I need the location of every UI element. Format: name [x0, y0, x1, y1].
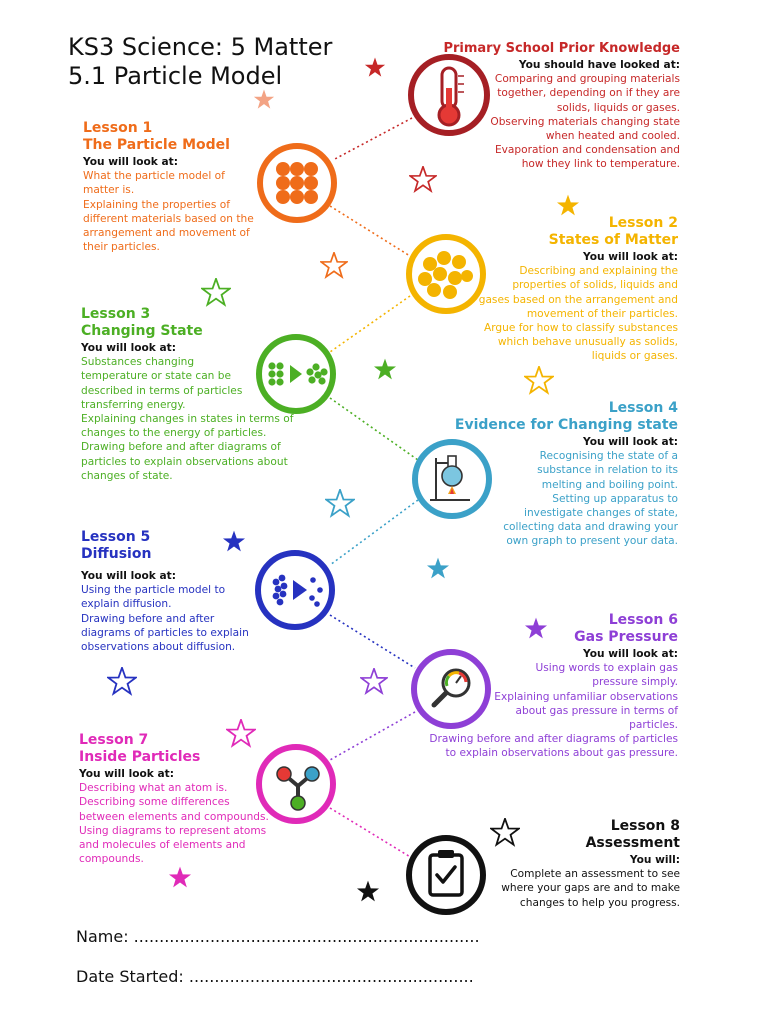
- lesson-item: Substances changing: [81, 356, 195, 369]
- star-icon: [108, 668, 136, 694]
- lesson-item: Drawing before and after diagrams of particles: [429, 733, 678, 746]
- lesson-item: changes of state.: [81, 469, 173, 482]
- connector-5-6: [330, 615, 415, 668]
- lesson-name: Inside Particles: [79, 749, 201, 765]
- star-icon: [361, 669, 387, 693]
- lesson-item: gases based on the arrangement and: [478, 293, 678, 306]
- lesson-item: to explain observations about gas pressure.: [445, 747, 678, 760]
- connector-1-2: [330, 206, 410, 256]
- lesson-item: explain diffusion.: [81, 598, 172, 611]
- lesson-item: arrangement and movement of: [83, 227, 250, 240]
- lesson-item: which behave unusually as solids,: [497, 336, 678, 349]
- lesson-number: Lesson 8: [610, 818, 680, 834]
- prior-item: Observing materials changing state: [490, 115, 680, 128]
- prior-item: Comparing and grouping materials: [494, 73, 680, 86]
- lesson-sub: You will:: [629, 854, 680, 866]
- lesson-item: Explaining the properties of: [83, 198, 230, 211]
- lesson-item: melting and boiling point.: [541, 478, 678, 491]
- lesson-item: Drawing before and after: [81, 612, 215, 625]
- lesson-name: Changing State: [81, 323, 203, 339]
- prior-heading: Primary School Prior Knowledge: [443, 41, 680, 56]
- lesson-item: matter is.: [83, 184, 135, 197]
- lesson-item: their particles.: [83, 241, 160, 254]
- connector-3-4: [330, 398, 418, 460]
- lesson-item: substance in relation to its: [537, 464, 678, 477]
- star-icon: [326, 490, 354, 516]
- lesson-4-block: [438, 400, 678, 549]
- prior-item: when heated and cooled.: [545, 130, 680, 143]
- diffusion-icon: [258, 553, 332, 627]
- prior-item: how they link to temperature.: [521, 158, 680, 171]
- star-icon: [202, 279, 230, 305]
- lesson-sub: You will look at:: [81, 342, 176, 354]
- lesson-2-block: [468, 215, 678, 364]
- connector-7-8: [330, 808, 412, 858]
- lesson-number: Lesson 1: [83, 120, 153, 136]
- lesson-item: Complete an assessment to see: [510, 868, 680, 881]
- lesson-item: temperature or state can be: [81, 370, 232, 383]
- lesson-name: Gas Pressure: [574, 629, 678, 645]
- lesson-item: investigate changes of state,: [524, 507, 678, 520]
- lesson-item: diagrams of particles to explain: [81, 626, 249, 639]
- lesson-name: Assessment: [585, 835, 680, 851]
- lesson-name: States of Matter: [548, 232, 678, 248]
- lesson-name: Diffusion: [81, 546, 152, 562]
- prior-item: together, depending on if they are: [497, 87, 680, 100]
- lesson-item: Describing some differences: [79, 796, 230, 809]
- lesson-item: own graph to present your data.: [506, 535, 678, 548]
- lesson-item: Argue for how to classify substances: [483, 322, 678, 335]
- prior-item: solids, liquids or gases.: [556, 101, 680, 114]
- lesson-1-block: [83, 120, 263, 254]
- lesson-sub: You will look at:: [583, 648, 678, 660]
- star-icon: [357, 881, 379, 902]
- lesson-item: compounds.: [79, 853, 144, 866]
- lesson-item: movement of their particles.: [526, 307, 678, 320]
- lesson-5-block: [81, 529, 261, 654]
- lesson-number: Lesson 2: [608, 215, 678, 231]
- name-field[interactable]: Name: ....................................................................: [76, 927, 480, 946]
- lesson-item: Describing and explaining the: [519, 265, 678, 278]
- lesson-sub: You will look at:: [81, 570, 176, 582]
- lesson-item: Explaining changes in states in terms of: [81, 413, 294, 426]
- lesson-item: Using words to explain gas: [535, 662, 678, 675]
- star-icon: [427, 558, 449, 579]
- star-icon: [169, 867, 191, 888]
- lesson-item: changes to help you progress.: [519, 896, 680, 909]
- lesson-item: liquids or gases.: [591, 350, 678, 363]
- lesson-item: changes to the energy of particles.: [81, 427, 267, 440]
- lesson-number: Lesson 4: [608, 400, 678, 416]
- lesson-sub: You will look at:: [583, 436, 678, 448]
- date-started-field[interactable]: Date Started: ........................................................: [76, 967, 474, 986]
- lesson-item: What the particle model of: [83, 170, 225, 183]
- lesson-item: between elements and compounds.: [79, 810, 269, 823]
- lesson-7-block: [79, 732, 279, 866]
- lesson-number: Lesson 3: [81, 306, 151, 322]
- prior-knowledge-block: [350, 40, 680, 172]
- star-icon: [557, 195, 579, 216]
- lesson-item: transferring energy.: [81, 398, 186, 411]
- lesson-item: particles to explain observations about: [81, 455, 288, 468]
- star-icon: [254, 90, 274, 109]
- lesson-item: Using diagrams to represent atoms: [79, 824, 267, 837]
- lesson-item: Setting up apparatus to: [552, 492, 678, 505]
- lesson-sub: You will look at:: [79, 768, 174, 780]
- star-icon: [525, 367, 553, 393]
- lesson-number: Lesson 7: [79, 732, 149, 748]
- lesson-item: Describing what an atom is.: [79, 782, 228, 795]
- lesson-item: where your gaps are and to make: [501, 882, 680, 895]
- lesson-sub: You will look at:: [583, 251, 678, 263]
- page-subtitle: 5.1 Particle Model: [68, 62, 283, 90]
- lesson-item: different materials based on the: [83, 212, 254, 225]
- lesson-item: observations about diffusion.: [81, 641, 236, 654]
- lesson-8-block: [480, 818, 680, 910]
- lesson-item: about gas pressure in terms of: [515, 704, 678, 717]
- connector-4-5: [330, 500, 418, 565]
- lesson-number: Lesson 5: [81, 529, 151, 545]
- star-icon: [374, 359, 396, 380]
- lesson-sub: You will look at:: [83, 156, 178, 168]
- star-icon: [321, 253, 347, 277]
- lesson-item: Using the particle model to: [81, 584, 226, 597]
- lesson-item: particles.: [629, 719, 678, 732]
- lesson-item: pressure simply.: [592, 676, 678, 689]
- connector-2-3: [330, 296, 410, 352]
- lesson-number: Lesson 6: [608, 612, 678, 628]
- lesson-item: described in terms of particles: [81, 384, 243, 397]
- lesson-name: The Particle Model: [83, 137, 230, 153]
- prior-item: Evaporation and condensation and: [494, 144, 680, 157]
- prior-sub: You should have looked at:: [518, 59, 680, 71]
- lesson-item: and molecules of elements and: [79, 839, 246, 852]
- clipboard-check-icon: [409, 838, 483, 912]
- page-title: KS3 Science: 5 Matter: [68, 33, 333, 61]
- lesson-item: Recognising the state of a: [539, 450, 678, 463]
- lesson-3-block: [81, 306, 296, 483]
- lesson-name: Evidence for Changing state: [454, 417, 678, 433]
- lesson-item: collecting data and drawing your: [503, 521, 678, 534]
- lesson-6-block: [408, 612, 678, 761]
- lesson-item: Drawing before and after diagrams of: [81, 441, 281, 454]
- lesson-item: Explaining unfamiliar observations: [494, 690, 678, 703]
- lesson-item: properties of solids, liquids and: [512, 279, 678, 292]
- particle-grid-icon: [260, 146, 334, 220]
- connector-6-7: [330, 712, 415, 760]
